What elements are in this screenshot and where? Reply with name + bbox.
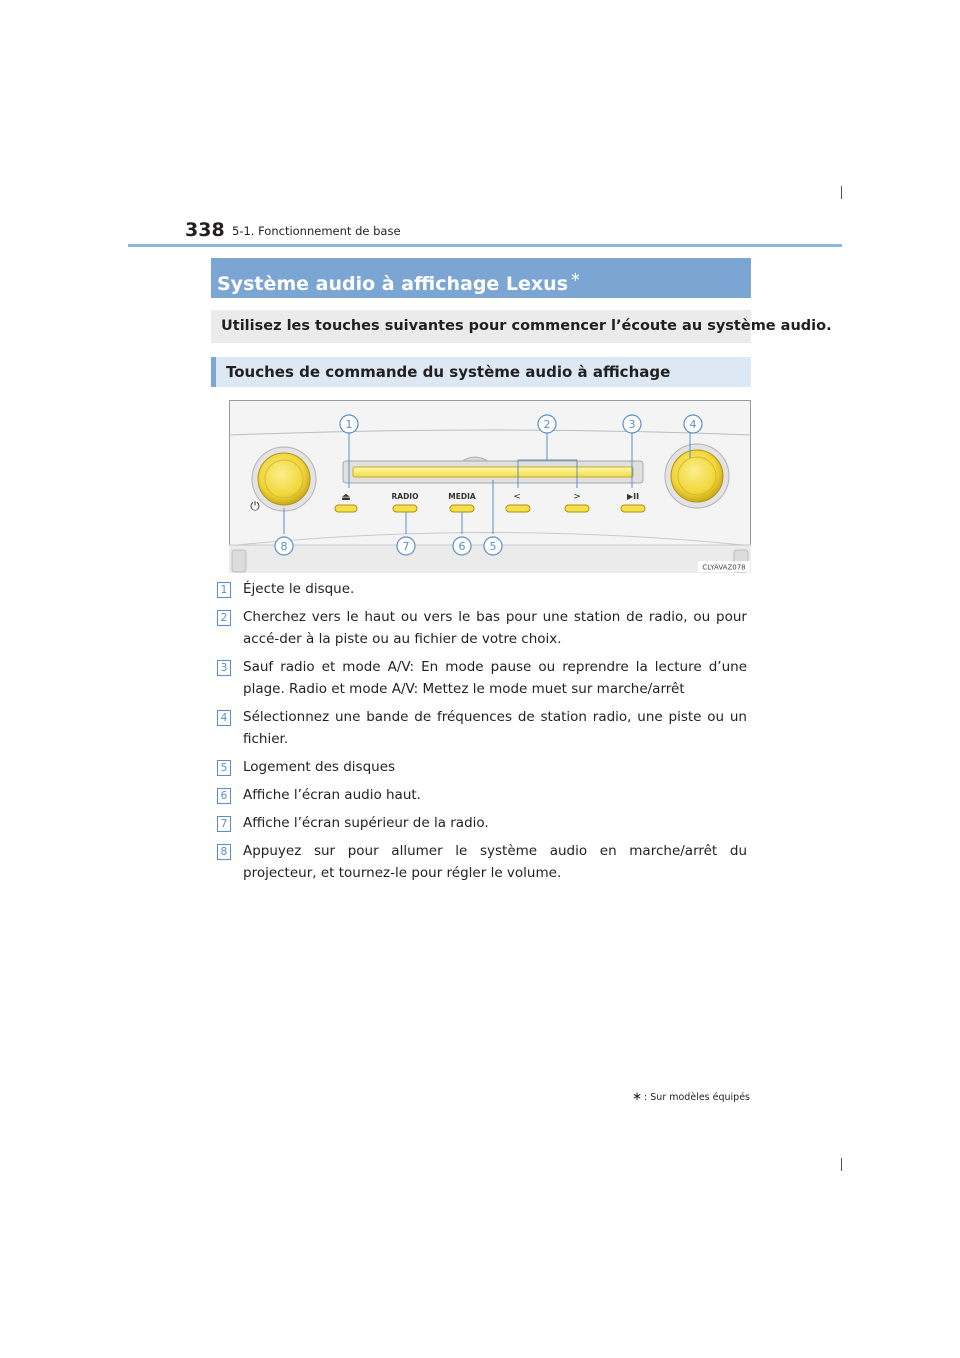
eject-icon: ⏏	[341, 492, 351, 503]
list-item	[217, 840, 747, 884]
item-number: 8	[217, 844, 231, 860]
callout-2-label: 2	[543, 418, 551, 431]
footnote	[632, 1089, 750, 1103]
header-rule	[128, 244, 842, 247]
power-icon: ⏻	[250, 499, 260, 513]
list-item	[217, 756, 747, 778]
callout-7-label: 7	[402, 540, 410, 553]
media-button	[450, 505, 474, 512]
list-item	[217, 578, 747, 600]
item-number: 6	[217, 788, 231, 804]
figure-code: CLYAVAZ078	[702, 563, 746, 572]
item-number: 1	[217, 582, 231, 598]
crop-mark	[841, 186, 842, 199]
callout-1-label: 1	[345, 418, 353, 431]
media-label: MEDIA	[448, 492, 476, 501]
item-text: Sauf radio et mode A/V: En mode pause ou reprendre la lecture d’une plage. Radio et mode A/V: Mettez le mode muet sur marche/arrêt	[243, 659, 747, 697]
radio-label: RADIO	[391, 492, 419, 501]
power-volume-knob	[252, 447, 316, 511]
play-pause-button	[621, 505, 645, 512]
item-text: Appuyez sur pour allumer le système audio en marche/arrêt du projecteur, et tournez-le pour régler le volume.	[243, 843, 747, 881]
asterisk-icon: ∗	[631, 1089, 643, 1103]
audio-panel-figure	[229, 400, 751, 573]
item-text: Logement des disques	[243, 759, 396, 775]
seek-down-button	[506, 505, 530, 512]
prev-icon: <	[513, 492, 521, 502]
subheading: Touches de commande du système audio à affichage	[211, 357, 751, 387]
list-item	[217, 812, 747, 834]
list-item	[217, 784, 747, 806]
item-number: 7	[217, 816, 231, 832]
callout-3-label: 3	[628, 418, 636, 431]
title-asterisk: ∗	[570, 270, 581, 285]
item-text: Cherchez vers le haut ou vers le bas pour une station de radio, ou pour accé-der à la piste ou au fichier de votre choix.	[243, 609, 747, 647]
item-text: Éjecte le disque.	[243, 581, 355, 597]
disc-slot	[353, 467, 633, 477]
intro-text: Utilisez les touches suivantes pour commencer l’écoute au système audio.	[211, 310, 751, 343]
item-text: Affiche l’écran audio haut.	[243, 787, 421, 803]
crop-mark	[841, 1158, 842, 1171]
page-number: 338	[185, 219, 225, 241]
item-text: Sélectionnez une bande de fréquences de station radio, une piste ou un fichier.	[243, 709, 747, 747]
play-pause-icon: ▶II	[626, 492, 640, 501]
callout-4-label: 4	[689, 418, 697, 431]
audio-panel-illustration	[229, 400, 751, 573]
list-item	[217, 606, 747, 650]
section-title-text: Système audio à affichage Lexus	[217, 273, 569, 295]
list-item	[217, 656, 747, 700]
item-number: 4	[217, 710, 231, 726]
footnote-text: : Sur modèles équipés	[644, 1092, 750, 1103]
radio-button	[393, 505, 417, 512]
next-icon: >	[573, 492, 581, 502]
section-label: 5-1. Fonctionnement de base	[232, 224, 401, 238]
eject-button	[335, 505, 357, 512]
seek-up-button	[565, 505, 589, 512]
item-number: 2	[217, 610, 231, 626]
callout-6-label: 6	[458, 540, 466, 553]
callout-8-label: 8	[280, 540, 288, 553]
section-title	[211, 258, 751, 298]
list-item	[217, 706, 747, 750]
item-number: 3	[217, 660, 231, 676]
tune-scroll-knob	[665, 444, 729, 508]
item-text: Affiche l’écran supérieur de la radio.	[243, 815, 489, 831]
callout-5-label: 5	[489, 540, 497, 553]
item-number: 5	[217, 760, 231, 776]
legend-list	[217, 578, 747, 890]
